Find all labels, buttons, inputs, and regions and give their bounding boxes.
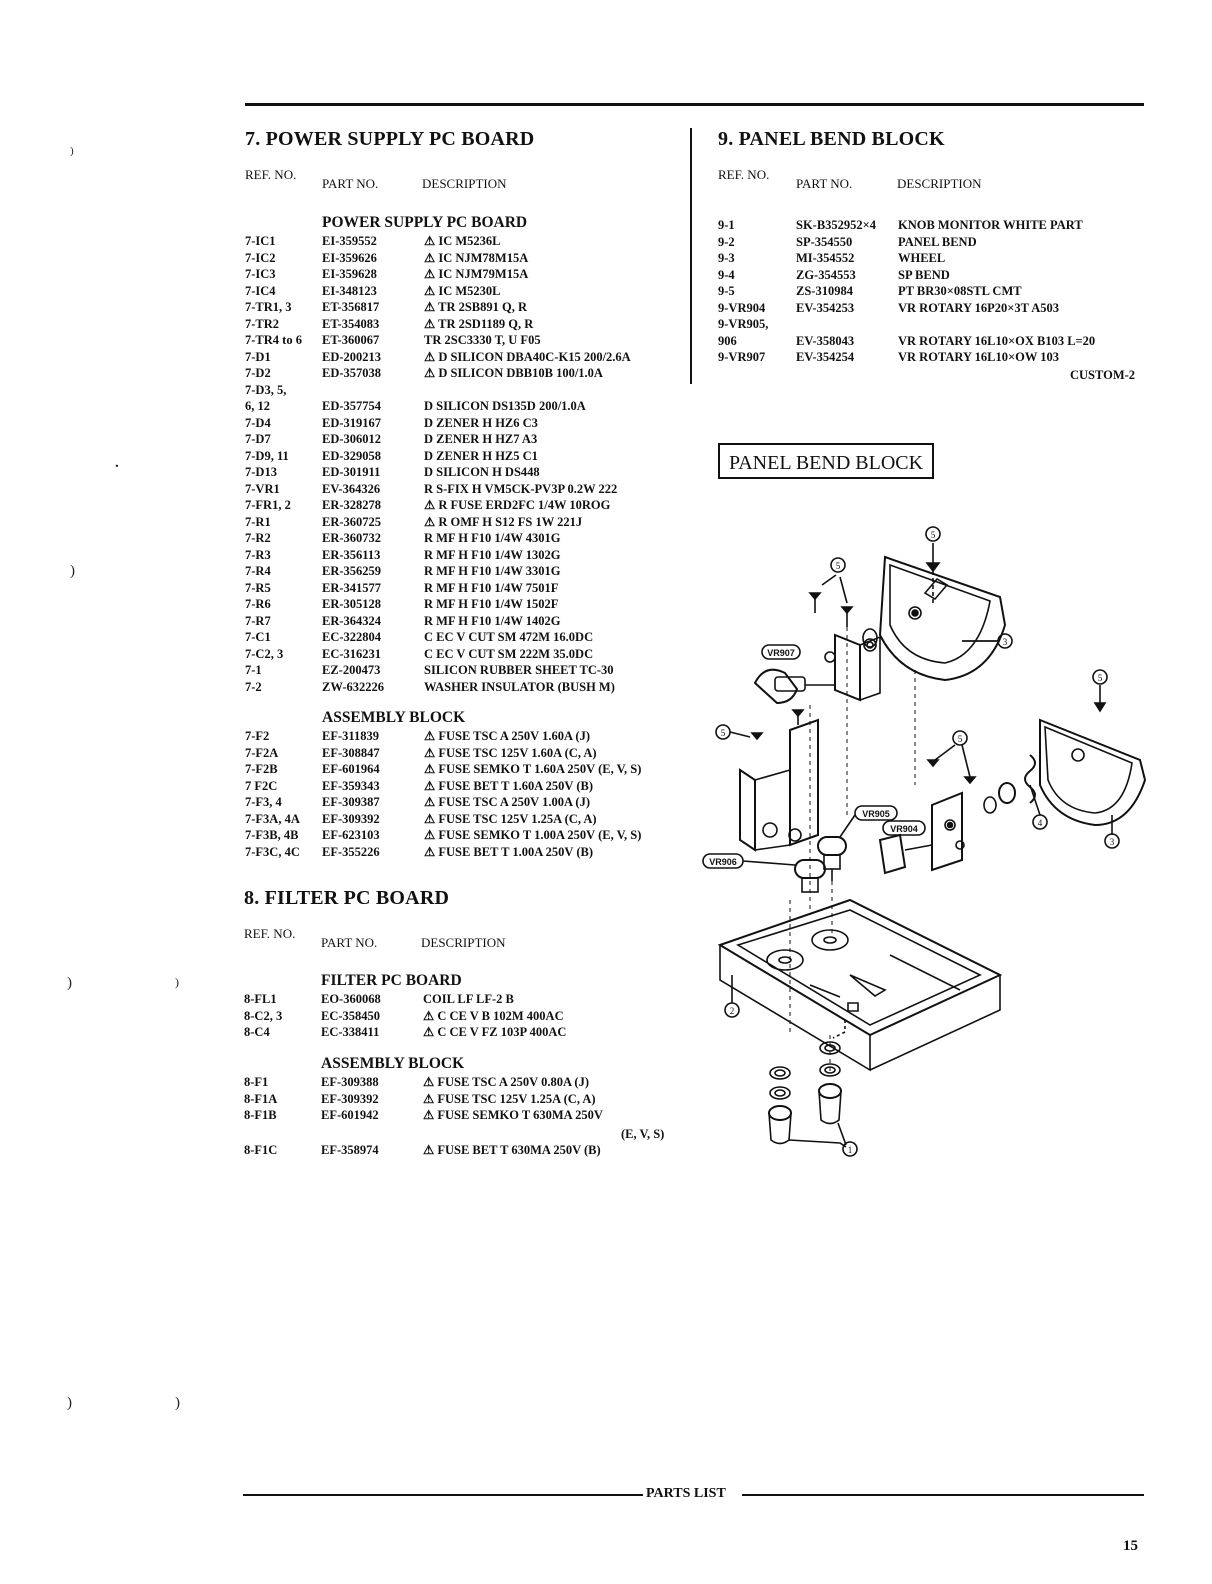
table-row <box>718 283 1148 300</box>
table-row <box>245 596 685 613</box>
callout-5: 5 <box>1097 673 1103 683</box>
description-cell: KNOB MONITOR WHITE PART <box>898 218 1083 232</box>
ref-no-cell: 8-F1 <box>244 1075 269 1089</box>
section8-title: 8. FILTER PC BOARD <box>244 887 450 909</box>
description-cell: ⚠ FUSE SEMKO T 1.60A 250V (E, V, S) <box>424 762 642 776</box>
table-row <box>718 250 1148 267</box>
table-row <box>245 448 685 465</box>
description-cell: R MF H F10 1/4W 4301G <box>424 531 561 545</box>
margin-mark: ) <box>175 975 179 989</box>
table-row <box>718 333 1148 350</box>
part-no-cell: SP-354550 <box>796 234 853 249</box>
margin-mark: ) <box>70 145 74 157</box>
section8-assembly-list <box>244 1074 684 1124</box>
description-cell: ⚠ FUSE SEMKO T 1.00A 250V (E, V, S) <box>424 828 642 842</box>
description-cell: ⚠ FUSE TSC 125V 1.25A (C, A) <box>423 1091 596 1106</box>
table-row <box>245 745 685 762</box>
ref-no-cell: 7-FR1, 2 <box>245 498 291 512</box>
panel-bend-exploded-diagram <box>700 515 1160 1165</box>
table-row <box>245 233 685 250</box>
f1b-continuation: (E, V, S) <box>621 1127 665 1141</box>
description-cell: ⚠ IC M5236L <box>424 234 501 248</box>
ref-no-cell: 9-4 <box>718 267 735 282</box>
part-no-cell: EI-359552 <box>322 234 377 248</box>
table-row <box>245 613 685 630</box>
part-no-cell: EF-601942 <box>321 1108 379 1122</box>
ref-no-cell: 8-F1C <box>244 1143 278 1157</box>
table-row <box>245 382 685 399</box>
description-cell: ⚠ C CE V B 102M 400AC <box>423 1008 564 1023</box>
knob-icon <box>769 1084 841 1144</box>
ref-no-cell: 9-VR905, <box>718 317 769 331</box>
description-cell: R MF H F10 1/4W 1302G <box>424 547 561 562</box>
table-row <box>245 728 685 745</box>
section7-subheading-assembly: ASSEMBLY BLOCK <box>322 709 466 726</box>
table-row <box>244 991 684 1008</box>
custom-note: CUSTOM-2 <box>1070 368 1136 382</box>
margin-mark: ) <box>175 1395 180 1411</box>
description-cell: ⚠ R OMF H S12 FS 1W 221J <box>424 514 583 529</box>
callout-vr904: VR904 <box>890 824 918 834</box>
description-cell: SP BEND <box>898 267 950 282</box>
description-header: DESCRIPTION <box>421 935 506 950</box>
section7-parts-list <box>245 233 685 695</box>
part-no-cell: EF-311839 <box>322 729 379 743</box>
section7-header <box>245 168 685 200</box>
section8-assembly-list-cont <box>244 1142 684 1159</box>
ref-no-cell: 7-TR2 <box>245 316 280 331</box>
ref-no-cell: 8-C2, 3 <box>244 1008 283 1023</box>
part-no-cell: EI-359628 <box>322 267 377 281</box>
description-cell: ⚠ FUSE BET T 1.00A 250V (B) <box>424 844 594 859</box>
part-no-cell: ET-354083 <box>322 316 380 331</box>
section9-parts-list <box>718 217 1148 366</box>
callout-3: 3 <box>1109 837 1115 847</box>
part-no-cell: EF-309392 <box>322 811 380 826</box>
description-cell: R MF H F10 1/4W 3301G <box>424 564 561 578</box>
part-no-cell: EV-354254 <box>796 350 855 364</box>
description-cell: C EC V CUT SM 472M 16.0DC <box>424 630 594 644</box>
section8-header <box>244 927 684 959</box>
ref-no-cell: 8-FL1 <box>244 992 277 1006</box>
table-row <box>245 283 685 300</box>
ref-no-cell: 9-VR907 <box>718 350 766 364</box>
part-no-cell: ED-329058 <box>322 448 382 463</box>
description-cell: D ZENER H HZ7 A3 <box>424 432 538 446</box>
ref-no-cell: 9-3 <box>718 251 735 265</box>
description-cell: VR ROTARY 16L10×OX B103 L=20 <box>898 333 1096 348</box>
table-row <box>245 464 685 481</box>
table-row <box>245 398 685 415</box>
description-header: DESCRIPTION <box>897 176 982 191</box>
ref-no-cell: 9-5 <box>718 284 735 298</box>
callout-5: 5 <box>957 734 963 744</box>
part-no-cell: EF-359343 <box>322 778 380 793</box>
section7-subheading-pcboard: POWER SUPPLY PC BOARD <box>322 214 528 231</box>
ref-no-header: REF. NO. <box>244 926 296 941</box>
table-row <box>244 1008 684 1025</box>
part-no-cell: ER-356259 <box>322 564 382 578</box>
description-cell: ⚠ R FUSE ERD2FC 1/4W 10ROG <box>424 498 611 512</box>
ref-no-cell: 7-R4 <box>245 564 271 578</box>
table-row <box>245 332 685 349</box>
part-no-cell: ER-360725 <box>322 514 382 529</box>
ref-no-cell: 7-D4 <box>245 415 271 430</box>
description-cell: VR ROTARY 16L10×OW 103 <box>898 350 1059 364</box>
description-cell: TR 2SC3330 T, U F05 <box>424 333 541 347</box>
ref-no-cell: 7-D2 <box>245 366 271 380</box>
ref-no-cell: 7-D3, 5, <box>245 382 287 397</box>
ref-no-cell: 7-2 <box>245 679 262 694</box>
callout-1: 1 <box>847 1145 853 1155</box>
description-cell: ⚠ TR 2SB891 Q, R <box>424 300 528 314</box>
part-no-cell: EV-364326 <box>322 481 381 496</box>
part-no-cell: ED-200213 <box>322 349 382 364</box>
table-row <box>245 349 685 366</box>
table-row <box>245 250 685 267</box>
ref-no-cell: 7-F3A, 4A <box>245 811 300 826</box>
ref-no-cell: 7-F2A <box>245 745 279 760</box>
part-no-cell: EV-354253 <box>796 300 855 315</box>
table-row <box>244 1142 684 1159</box>
description-cell: ⚠ IC NJM79M15A <box>424 267 529 281</box>
table-row <box>244 1074 684 1091</box>
margin-mark: ) <box>70 563 75 579</box>
callout-2: 2 <box>729 1006 735 1016</box>
description-cell: ⚠ FUSE BET T 630MA 250V (B) <box>423 1143 601 1157</box>
description-cell: R MF H F10 1/4W 7501F <box>424 580 559 595</box>
diagram-title: PANEL BEND BLOCK <box>718 443 934 479</box>
table-row <box>245 530 685 547</box>
ref-no-cell: 7-D1 <box>245 349 271 364</box>
ref-no-cell: 7-VR1 <box>245 481 280 496</box>
table-row <box>245 662 685 679</box>
ref-no-cell: 7-TR1, 3 <box>245 300 292 314</box>
table-row <box>245 679 685 696</box>
description-cell: ⚠ FUSE TSC A 250V 0.80A (J) <box>423 1075 589 1089</box>
part-no-cell: ER-364324 <box>322 613 382 628</box>
table-row <box>245 266 685 283</box>
section8-subheading-pcboard: FILTER PC BOARD <box>321 972 462 989</box>
description-cell: ⚠ FUSE TSC A 250V 1.00A (J) <box>424 795 590 809</box>
part-no-cell: EZ-200473 <box>322 663 381 677</box>
part-no-cell: ED-319167 <box>322 415 382 430</box>
part-no-cell: EF-309392 <box>321 1091 379 1106</box>
ref-no-cell: 7-IC3 <box>245 267 276 281</box>
footer-label: PARTS LIST <box>646 1486 726 1501</box>
screw-icon <box>810 575 852 627</box>
part-no-cell: EI-359626 <box>322 250 377 265</box>
sp-bend-bracket-2 <box>932 793 962 870</box>
table-row <box>244 1024 684 1041</box>
table-row <box>245 431 685 448</box>
part-no-cell: EI-348123 <box>322 283 377 298</box>
table-row <box>245 761 685 778</box>
table-row <box>245 563 685 580</box>
ref-no-cell: 7-F3B, 4B <box>245 828 299 842</box>
description-cell: D ZENER H HZ5 C1 <box>424 448 538 463</box>
callout-vr907: VR907 <box>767 648 795 658</box>
ref-no-cell: 8-C4 <box>244 1025 270 1039</box>
table-row <box>245 481 685 498</box>
description-cell: ⚠ D SILICON DBB10B 100/1.0A <box>424 366 603 380</box>
ref-no-cell: 9-1 <box>718 218 735 232</box>
table-row <box>245 844 685 861</box>
description-cell: ⚠ FUSE TSC 125V 1.25A (C, A) <box>424 811 597 826</box>
table-row <box>245 827 685 844</box>
ref-no-cell: 7-IC2 <box>245 250 276 265</box>
callout-5: 5 <box>835 561 841 571</box>
part-no-cell: EO-360068 <box>321 992 381 1006</box>
description-cell: R MF H F10 1/4W 1502F <box>424 597 559 611</box>
description-cell: R MF H F10 1/4W 1402G <box>424 613 561 628</box>
ref-no-cell: 9-2 <box>718 234 735 249</box>
description-cell: ⚠ D SILICON DBA40C-K15 200/2.6A <box>424 349 631 364</box>
table-row <box>245 415 685 432</box>
table-row <box>718 316 1148 333</box>
margin-mark: ) <box>67 1395 72 1411</box>
section7-assembly-list <box>245 728 685 860</box>
ref-no-cell: 7-IC1 <box>245 234 276 248</box>
section7-title: 7. POWER SUPPLY PC BOARD <box>245 128 535 150</box>
part-no-cell: EC-338411 <box>321 1025 380 1039</box>
callout-5: 5 <box>930 530 936 540</box>
ref-no-header: REF. NO. <box>718 167 770 182</box>
table-row <box>718 267 1148 284</box>
ref-no-cell: 7-C1 <box>245 630 271 644</box>
table-row <box>245 811 685 828</box>
ref-no-cell: 7-F3, 4 <box>245 795 282 809</box>
callout-5: 5 <box>720 728 726 738</box>
part-no-cell: EV-358043 <box>796 333 855 348</box>
part-no-header: PART NO. <box>321 935 378 950</box>
ref-no-cell: 7-R1 <box>245 514 271 529</box>
part-no-cell: ET-360067 <box>322 333 380 347</box>
description-cell: ⚠ TR 2SD1189 Q, R <box>424 316 534 331</box>
part-no-cell: ED-306012 <box>322 432 382 446</box>
margin-mark: ) <box>67 975 72 991</box>
panel-bend <box>720 900 1000 1035</box>
part-no-cell: EC-316231 <box>322 646 382 661</box>
part-no-cell: MI-354552 <box>796 251 855 265</box>
ref-no-cell: 7-IC4 <box>245 283 276 298</box>
wheel-part-2 <box>1040 720 1145 825</box>
section8-subheading-assembly: ASSEMBLY BLOCK <box>321 1055 465 1072</box>
footer-rule-right <box>742 1494 1144 1496</box>
part-no-cell: EF-601964 <box>322 762 380 776</box>
knob-vr907 <box>755 670 797 703</box>
callout-vr906: VR906 <box>709 857 737 867</box>
table-row <box>245 646 685 663</box>
ref-no-cell: 8-F1A <box>244 1091 278 1106</box>
part-no-cell: EC-322804 <box>322 630 382 644</box>
top-rule <box>245 103 1144 106</box>
ref-no-cell: 7-TR4 to 6 <box>245 333 302 347</box>
table-row <box>245 316 685 333</box>
part-no-cell: ER-341577 <box>322 580 382 595</box>
table-row <box>245 514 685 531</box>
ref-no-cell: 7-R6 <box>245 597 271 611</box>
description-cell: ⚠ IC NJM78M15A <box>424 250 529 265</box>
part-no-cell: EF-358974 <box>321 1143 379 1157</box>
table-row <box>245 497 685 514</box>
ref-no-cell: 7-1 <box>245 663 262 677</box>
callout-3: 3 <box>1002 637 1008 647</box>
part-no-cell: ED-357038 <box>322 366 382 380</box>
ref-no-cell: 7-D13 <box>245 465 277 479</box>
table-row <box>244 1107 684 1124</box>
ref-no-cell: 7-F2B <box>245 762 278 776</box>
part-no-cell: ER-356113 <box>322 547 381 562</box>
section9-header <box>718 168 1148 200</box>
page-number: 15 <box>1123 1538 1138 1554</box>
description-cell: ⚠ C CE V FZ 103P 400AC <box>423 1025 567 1039</box>
description-cell: D ZENER H HZ6 C3 <box>424 415 538 430</box>
part-no-cell: ET-356817 <box>322 300 380 314</box>
part-no-cell: EF-308847 <box>322 745 380 760</box>
part-no-cell: EF-309387 <box>322 795 380 809</box>
description-cell: COIL LF LF-2 B <box>423 992 514 1006</box>
part-no-cell: EC-358450 <box>321 1008 381 1023</box>
table-row <box>718 234 1148 251</box>
description-cell: VR ROTARY 16P20×3T A503 <box>898 300 1059 315</box>
part-no-cell: ER-305128 <box>322 597 382 611</box>
table-row <box>245 778 685 795</box>
ref-no-cell: 7 F2C <box>245 778 278 793</box>
screw-icon <box>927 543 939 571</box>
part-no-cell: ZS-310984 <box>796 284 853 298</box>
bracket-vr906 <box>740 770 755 850</box>
table-row <box>245 547 685 564</box>
part-no-cell: EF-623103 <box>322 828 380 842</box>
part-no-cell: SK-B352952×4 <box>796 218 877 232</box>
ref-no-cell: 7-R5 <box>245 580 271 595</box>
part-no-cell: ZW-632226 <box>322 679 385 694</box>
ref-no-cell: 7-C2, 3 <box>245 646 284 661</box>
description-cell: SILICON RUBBER SHEET TC-30 <box>424 663 614 677</box>
ref-no-cell: 6, 12 <box>245 399 270 413</box>
ref-no-cell: 9-VR904 <box>718 300 766 315</box>
description-header: DESCRIPTION <box>422 176 507 191</box>
ref-no-cell: 906 <box>718 333 737 348</box>
part-no-cell: ZG-354553 <box>796 267 856 282</box>
ref-no-cell: 7-F2 <box>245 729 270 743</box>
description-cell: ⚠ IC M5230L <box>424 283 501 298</box>
description-cell: WASHER INSULATOR (BUSH M) <box>424 679 615 694</box>
ref-no-cell: 7-R2 <box>245 531 271 545</box>
table-row <box>718 349 1148 366</box>
description-cell: C EC V CUT SM 222M 35.0DC <box>424 646 594 661</box>
column-divider <box>690 128 692 384</box>
ref-no-cell: 7-R3 <box>245 547 271 562</box>
ref-no-header: REF. NO. <box>245 167 297 182</box>
part-no-cell: ER-360732 <box>322 531 382 545</box>
margin-mark: . <box>115 455 119 471</box>
description-cell: WHEEL <box>898 251 946 265</box>
table-row <box>718 300 1148 317</box>
table-row <box>244 1091 684 1108</box>
description-cell: PT BR30×08STL CMT <box>898 284 1022 298</box>
part-no-cell: ER-328278 <box>322 498 382 512</box>
part-no-header: PART NO. <box>796 176 853 191</box>
description-cell: ⚠ FUSE BET T 1.60A 250V (B) <box>424 778 594 793</box>
section9-title: 9. PANEL BEND BLOCK <box>718 128 945 150</box>
table-row <box>245 299 685 316</box>
table-row <box>245 365 685 382</box>
part-no-cell: EF-309388 <box>321 1075 379 1089</box>
footer-rule-left <box>243 1494 643 1496</box>
callout-4: 4 <box>1037 818 1043 828</box>
table-row <box>718 217 1148 234</box>
description-cell: D SILICON DS135D 200/1.0A <box>424 399 586 413</box>
description-cell: R S-FIX H VM5CK-PV3P 0.2W 222 <box>424 481 618 496</box>
ref-no-cell: 8-F1B <box>244 1108 277 1122</box>
description-cell: D SILICON H DS448 <box>424 465 540 479</box>
ref-no-cell: 7-D7 <box>245 432 271 446</box>
description-cell: PANEL BEND <box>898 234 977 249</box>
description-cell: ⚠ FUSE TSC 125V 1.60A (C, A) <box>424 745 597 760</box>
table-row <box>245 629 685 646</box>
section8-parts-list <box>244 991 684 1041</box>
part-no-header: PART NO. <box>322 176 379 191</box>
ref-no-cell: 7-F3C, 4C <box>245 844 300 859</box>
ref-no-cell: 7-R7 <box>245 613 271 628</box>
description-cell: ⚠ FUSE SEMKO T 630MA 250V <box>423 1108 603 1122</box>
part-no-cell: ED-357754 <box>322 399 382 413</box>
part-no-cell: EF-355226 <box>322 844 380 859</box>
description-cell: ⚠ FUSE TSC A 250V 1.60A (J) <box>424 729 590 743</box>
ref-no-cell: 7-D9, 11 <box>245 448 289 463</box>
table-row <box>245 580 685 597</box>
table-row <box>245 794 685 811</box>
callout-vr905: VR905 <box>862 809 890 819</box>
part-no-cell: ED-301911 <box>322 465 381 479</box>
